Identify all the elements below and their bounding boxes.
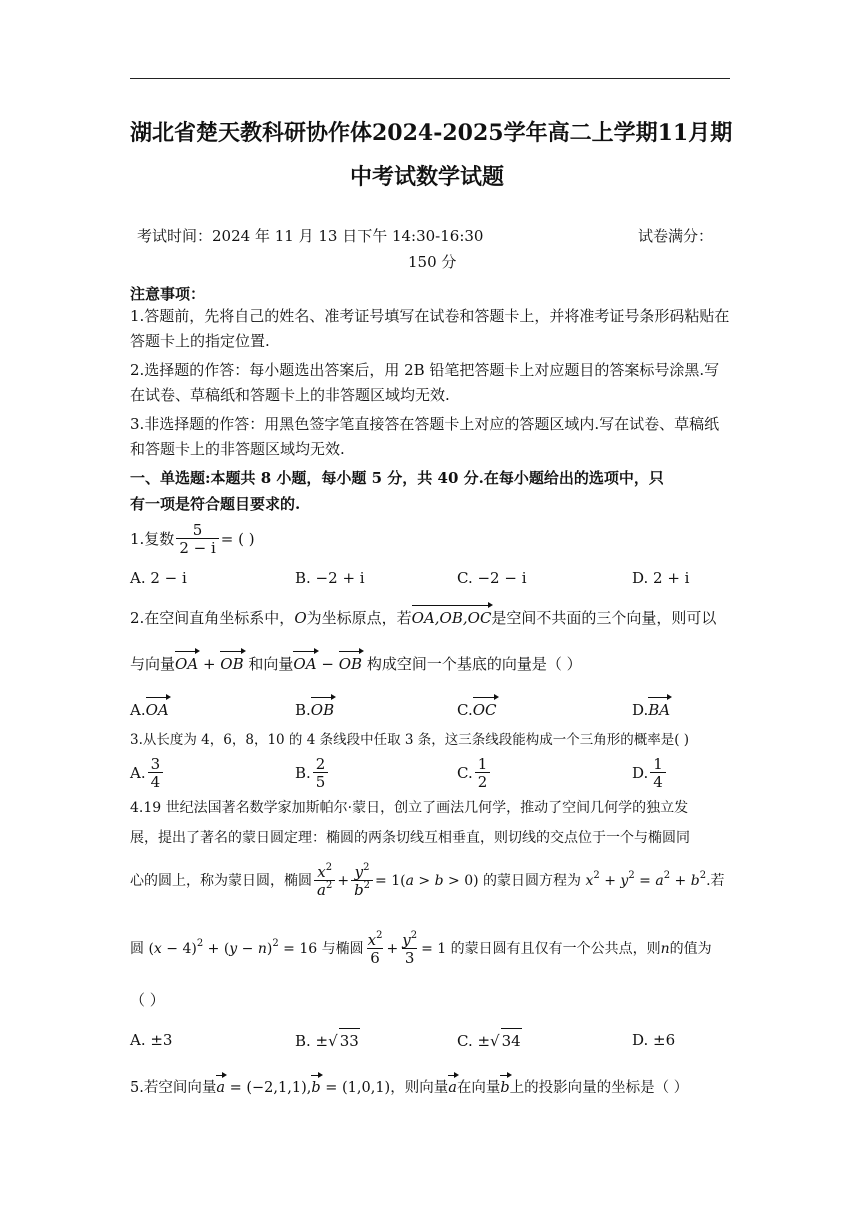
q5-vec-b: b [311, 1072, 320, 1100]
q2-vec-oa: OA [175, 648, 198, 676]
q2-text-3: 是空间不共面的三个向量，则可以 [491, 609, 717, 627]
q4-text-3c: .若 [706, 873, 725, 889]
q4-option-a: A. ±3 [130, 1031, 173, 1049]
note-3: 3.非选择题的作答：用黑色签字笔直接答在答题卡上对应的答题区域内.写在试卷、草稿纸和答题卡上的非答题区域均无效. [130, 415, 720, 458]
q1-option-b: B. −2 + i [295, 569, 365, 587]
q2-option-a-vec: OA [146, 694, 169, 722]
q2-text-5: 和向量 [248, 655, 294, 673]
q4-option-b-radicand: 33 [339, 1028, 360, 1053]
q3-option-c: C. $\frac{1}{2}$ [457, 756, 492, 790]
question-5 [130, 1072, 688, 1100]
q2-vec-oa-2: OA [293, 648, 316, 676]
q1-suffix: = ( ) [220, 530, 255, 548]
q4-var-n: n [660, 941, 670, 957]
q2-option-b-vec: OB [311, 694, 334, 722]
title-line-1: 湖北省楚天教科研协作体2024-2025学年高二上学期11月期 [130, 120, 733, 146]
q2-option-c-vec: OC [473, 694, 497, 722]
q2-vectors: OA,OB,OC [412, 602, 492, 630]
q4-option-c: C. ±√ 34 [457, 1028, 522, 1053]
q2-origin: O [294, 609, 307, 627]
title-line-2: 中考试数学试题 [350, 164, 505, 190]
q4-option-c-radicand: 34 [501, 1028, 522, 1053]
top-rule [130, 78, 730, 79]
exam-time: 考试时间：2024 年 11 月 13 日下午 14:30-16:30 [137, 227, 484, 245]
q4-ellipse2-x-term: $\frac{x^2}{6}$ [367, 930, 383, 967]
q1-prefix: 1.复数 [130, 530, 175, 548]
notes-heading: 注意事项： [130, 285, 206, 303]
q4-text-3a: 心的圆上，称为蒙日圆，椭圆 [130, 873, 312, 889]
question-4-line-1: 4.19 世纪法国著名数学家加斯帕尔·蒙日，创立了画法几何学，推动了空间几何学的独立发 [130, 800, 689, 816]
q2-text-1: 2.在空间直角坐标系中， [130, 609, 295, 627]
q5-vec-a-2: a [448, 1072, 457, 1100]
q4-option-b: B. ±√ 33 [295, 1028, 360, 1053]
section-1-heading-1: 一、单选题:本题共 8 小题，每小题 5 分，共 40 分.在每小题给出的选项中，只 [130, 469, 664, 487]
q1-numerator: 5 [192, 521, 203, 539]
q1-option-a: A. 2 − i [130, 569, 187, 587]
q5-text-4: 上的投影向量的坐标是（ ） [509, 1080, 689, 1096]
q4-text-3b: 的蒙日圆方程为 [483, 873, 582, 889]
q4-text-4a: 圆 [130, 941, 144, 957]
q1-fraction [176, 522, 218, 556]
question-1 [130, 522, 255, 556]
q4-ellipse-y-term: $\frac{y^2}{b^2}$ [351, 864, 373, 898]
q1-option-c: C. −2 − i [457, 569, 527, 587]
q2-vec-ob: OB [220, 648, 243, 676]
q2-option-a: A.OA [130, 694, 169, 722]
q5-text-1: 5.若空间向量 [130, 1080, 217, 1096]
note-2: 2.选择题的作答：每小题选出答案后，用 2B 铅笔把答题卡上对应题目的答案标号涂黑.写在试卷、草稿纸和答题卡上的非答题区域均无效. [130, 361, 720, 404]
q2-vec-ob-2: OB [339, 648, 362, 676]
section-1-heading-2: 有一项是符合题目要求的. [130, 495, 301, 513]
q1-option-d: D. 2 + i [632, 569, 690, 587]
q2-option-c: C.OC [457, 694, 497, 722]
q3-option-a: A. $\frac{3}{4}$ [130, 756, 165, 790]
q5-text-3: 在向量 [456, 1080, 501, 1096]
q5-vec-a: a [216, 1072, 225, 1100]
q5-eq-b: = (1,0,1) [325, 1080, 391, 1096]
question-4-line-2: 展，提出了著名的蒙日圆定理：椭圆的两条切线互相垂直，则切线的交点位于一个与椭圆同 [130, 830, 690, 846]
q2-option-d-vec: BA [648, 694, 670, 722]
note-1: 1.答题前，先将自己的姓名、准考证号填写在试卷和答题卡上，并将准考证号条形码粘贴在答题卡上的指定位置. [130, 307, 730, 350]
q5-text-2: ，则向量 [390, 1080, 449, 1096]
question-4-line-4: 圆 $(x - 4)^2 + (y - n)^2 = 16$ 与椭圆 $\frac{x^2}{6}$ + $\frac{y^2}{3}$ = 1 的蒙日圆有且仅有一个公共点，则 n 的值为 [130, 930, 712, 967]
q2-minus: − [321, 655, 334, 673]
question-4-line-3: 心的圆上，称为蒙日圆，椭圆 $\frac{x^2}{a^2}$ + $\frac{y^2}{b^2}$ = 1(a > b > 0) 的蒙日圆方程为 $x^2 + y^2 = a^2 + b^2$ .若 [130, 862, 725, 899]
q4-text-4d: 的值为 [669, 941, 712, 957]
q2-plus: + [202, 655, 216, 673]
question-2-line-2 [130, 648, 582, 676]
q5-eq-a: = (−2,1,1), [229, 1080, 312, 1096]
q3-option-d: D. $\frac{1}{4}$ [632, 756, 668, 790]
score-label: 试卷满分： [638, 227, 714, 245]
question-2-line-1 [130, 602, 716, 630]
q2-option-d: D.BA [632, 694, 670, 722]
q4-text-4c: 的蒙日圆有且仅有一个公共点，则 [450, 941, 661, 957]
q4-ellipse-x-term: $\frac{x^2}{a^2}$ [314, 864, 335, 898]
q4-option-d: D. ±6 [632, 1031, 676, 1049]
score-value: 150 分 [408, 253, 457, 271]
question-3: 3.从长度为 4，6，8，10 的 4 条线段中任取 3 条，这三条线段能构成一个三角形的概率是( ) [130, 732, 690, 748]
q2-text-6: 构成空间一个基底的向量是（ ） [366, 655, 582, 673]
q4-ellipse2-y-term: $\frac{y^2}{3}$ [402, 930, 418, 967]
q5-vec-b-2: b [500, 1072, 509, 1100]
q4-paren: （ ） [130, 991, 165, 1009]
q3-option-b: B. $\frac{2}{5}$ [295, 756, 330, 790]
q2-option-b: B.OB [295, 694, 334, 722]
q2-text-2: 为坐标原点，若 [306, 609, 412, 627]
q2-text-4: 与向量 [130, 655, 176, 673]
q1-denominator: 2 − i [176, 538, 218, 556]
q4-text-4b: 与椭圆 [321, 941, 364, 957]
